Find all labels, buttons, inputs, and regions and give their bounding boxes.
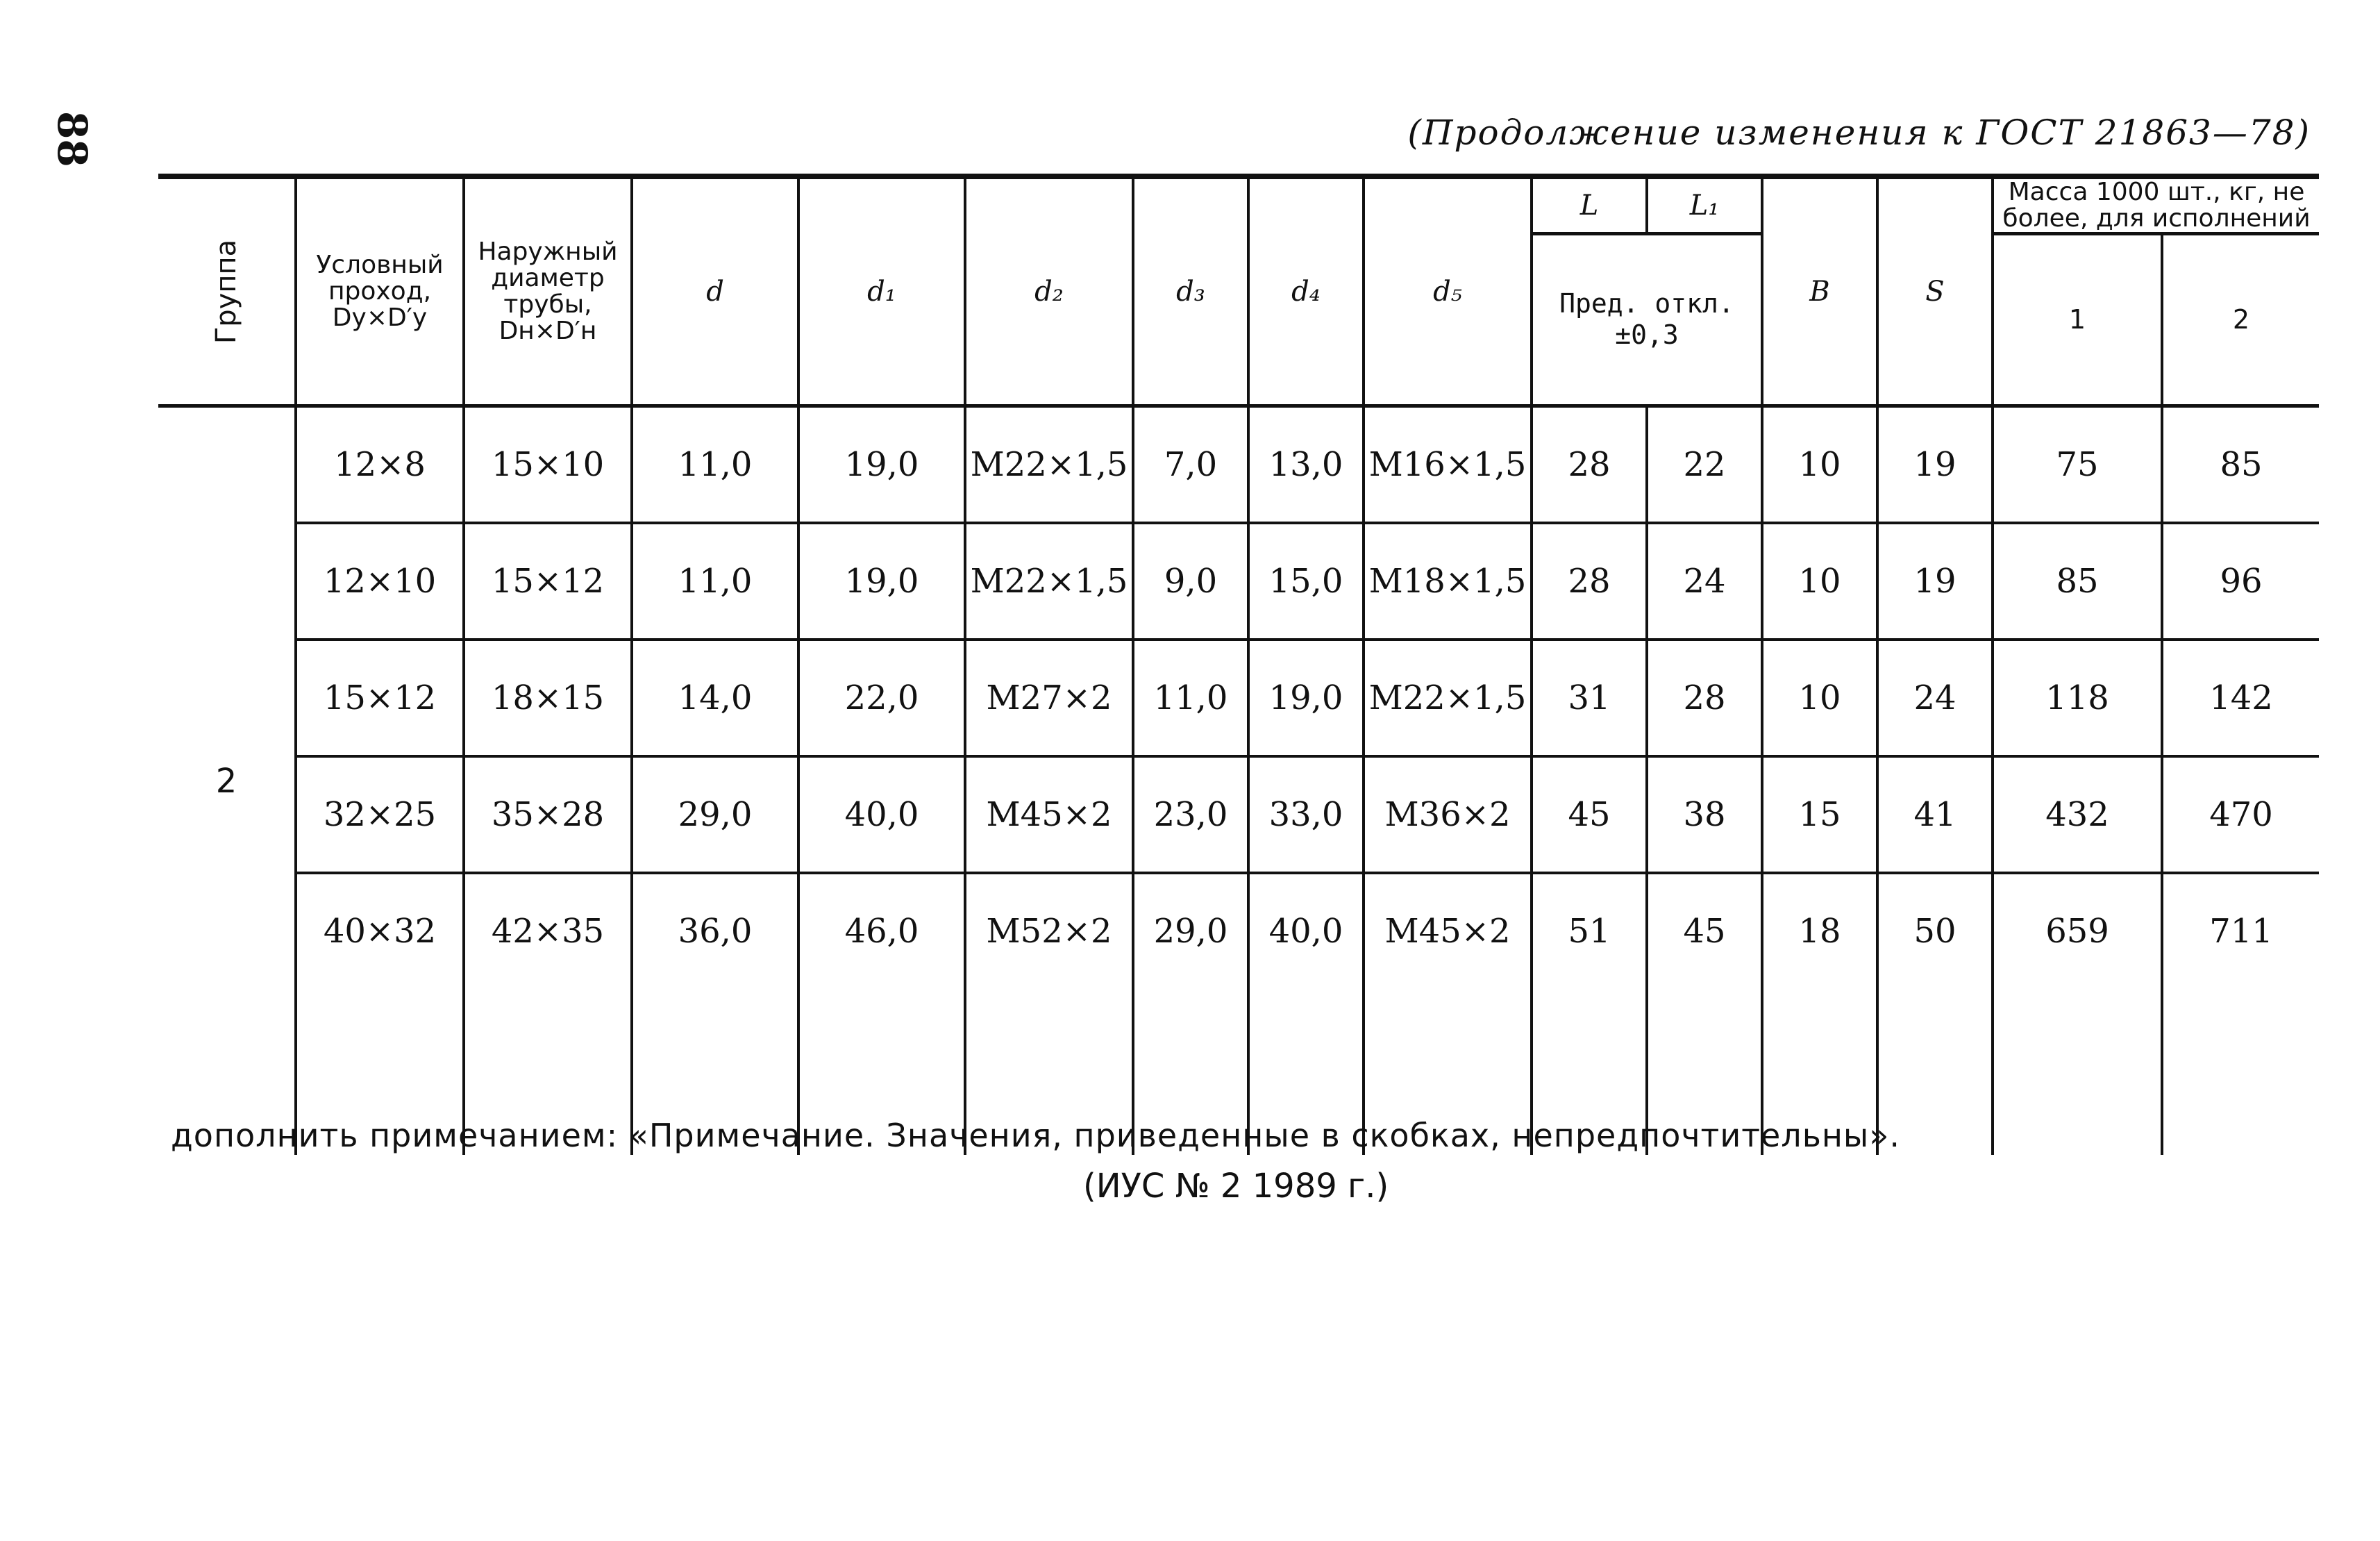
header-L1: L₁ xyxy=(1647,176,1762,233)
cell-outer: 35×28 xyxy=(464,756,632,873)
cell-bore: 32×25 xyxy=(296,756,464,873)
cell-d1: 22,0 xyxy=(798,640,965,756)
cell-outer: 18×15 xyxy=(464,640,632,756)
header-nominal-bore: Условный проход, Dу×D′у xyxy=(296,176,464,406)
header-group-label: Группа xyxy=(210,239,242,344)
cell-d2: M52×2 xyxy=(965,873,1133,988)
cell-L1: 22 xyxy=(1647,406,1762,523)
running-header: (Продолжение изменения к ГОСТ 21863—78) xyxy=(1407,113,2311,153)
cell-S: 50 xyxy=(1877,873,1993,988)
cell-d3: 29,0 xyxy=(1133,873,1248,988)
cell-d3: 7,0 xyxy=(1133,406,1248,523)
cell-outer: 42×35 xyxy=(464,873,632,988)
table-row xyxy=(158,523,2319,640)
cell-L: 28 xyxy=(1532,406,1647,523)
cell-d4: 19,0 xyxy=(1248,640,1364,756)
cell-d2: M22×1,5 xyxy=(965,523,1133,640)
cell-outer: 15×12 xyxy=(464,523,632,640)
cell-outer: 15×10 xyxy=(464,406,632,523)
header-B: B xyxy=(1762,176,1877,406)
cell-d: 11,0 xyxy=(632,406,798,523)
table-row xyxy=(158,756,2319,873)
group-value: 2 xyxy=(215,761,237,801)
page-number: 88 xyxy=(49,111,96,167)
cell-B: 15 xyxy=(1762,756,1877,873)
cell-L: 45 xyxy=(1532,756,1647,873)
cell-d4: 33,0 xyxy=(1248,756,1364,873)
cell-bore: 15×12 xyxy=(296,640,464,756)
cell-L: 28 xyxy=(1532,523,1647,640)
cell-d5: M36×2 xyxy=(1364,756,1532,873)
cell-d2: M27×2 xyxy=(965,640,1133,756)
header-mass-version-2: 2 xyxy=(2162,233,2319,406)
cell-mass-2: 85 xyxy=(2162,406,2319,523)
header-group xyxy=(158,176,296,406)
cell-d: 29,0 xyxy=(632,756,798,873)
header-d: d xyxy=(632,176,798,406)
cell-d4: 13,0 xyxy=(1248,406,1364,523)
cell-d1: 19,0 xyxy=(798,523,965,640)
cell-mass-2: 470 xyxy=(2162,756,2319,873)
header-d5: d₅ xyxy=(1364,176,1532,406)
cell-mass-1: 85 xyxy=(1993,523,2162,640)
cell-d2: M22×1,5 xyxy=(965,406,1133,523)
cell-mass-1: 118 xyxy=(1993,640,2162,756)
cell-B: 18 xyxy=(1762,873,1877,988)
cell-d1: 40,0 xyxy=(798,756,965,873)
source-reference: (ИУС № 2 1989 г.) xyxy=(1083,1167,1389,1206)
cell-d1: 46,0 xyxy=(798,873,965,988)
cell-S: 19 xyxy=(1877,523,1993,640)
cell-bore: 12×8 xyxy=(296,406,464,523)
cell-mass-1: 75 xyxy=(1993,406,2162,523)
cell-mass-1: 659 xyxy=(1993,873,2162,988)
cell-d2: M45×2 xyxy=(965,756,1133,873)
cell-L: 51 xyxy=(1532,873,1647,988)
header-d1: d₁ xyxy=(798,176,965,406)
header-mass: Масса 1000 шт., кг, не более, для исполнений xyxy=(1993,176,2319,233)
cell-B: 10 xyxy=(1762,523,1877,640)
cell-mass-2: 711 xyxy=(2162,873,2319,988)
cell-d3: 11,0 xyxy=(1133,640,1248,756)
header-d4: d₄ xyxy=(1248,176,1364,406)
header-d3: d₃ xyxy=(1133,176,1248,406)
cell-d: 36,0 xyxy=(632,873,798,988)
cell-mass-2: 142 xyxy=(2162,640,2319,756)
header-S: S xyxy=(1877,176,1993,406)
cell-S: 19 xyxy=(1877,406,1993,523)
table-row xyxy=(158,406,2319,523)
cell-d5: M18×1,5 xyxy=(1364,523,1532,640)
cell-d5: M22×1,5 xyxy=(1364,640,1532,756)
cell-d: 11,0 xyxy=(632,523,798,640)
note-text: дополнить примечанием: «Примечание. Значения, приведенные в скобках, непредпочтительны». xyxy=(171,1117,1900,1154)
cell-S: 24 xyxy=(1877,640,1993,756)
header-L: L xyxy=(1532,176,1647,233)
cell-B: 10 xyxy=(1762,640,1877,756)
cell-L1: 45 xyxy=(1647,873,1762,988)
cell-L1: 24 xyxy=(1647,523,1762,640)
cell-d1: 19,0 xyxy=(798,406,965,523)
cell-mass-2: 96 xyxy=(2162,523,2319,640)
cell-L1: 28 xyxy=(1647,640,1762,756)
header-mass-version-1: 1 xyxy=(1993,233,2162,406)
table-row xyxy=(158,640,2319,756)
header-outer-diameter: Наружный диаметр трубы, Dн×D′н xyxy=(464,176,632,406)
header-tolerance: Пред. откл. ±0,3 xyxy=(1532,233,1762,406)
cell-L: 31 xyxy=(1532,640,1647,756)
cell-B: 10 xyxy=(1762,406,1877,523)
cell-d3: 23,0 xyxy=(1133,756,1248,873)
cell-mass-1: 432 xyxy=(1993,756,2162,873)
cell-d5: M45×2 xyxy=(1364,873,1532,988)
dimensions-table xyxy=(158,174,2319,1155)
cell-bore: 40×32 xyxy=(296,873,464,988)
cell-d3: 9,0 xyxy=(1133,523,1248,640)
cell-S: 41 xyxy=(1877,756,1993,873)
header-d2: d₂ xyxy=(965,176,1133,406)
cell-d5: M16×1,5 xyxy=(1364,406,1532,523)
cell-bore: 12×10 xyxy=(296,523,464,640)
cell-d: 14,0 xyxy=(632,640,798,756)
table-row xyxy=(158,873,2319,988)
cell-d4: 15,0 xyxy=(1248,523,1364,640)
cell-d4: 40,0 xyxy=(1248,873,1364,988)
cell-L1: 38 xyxy=(1647,756,1762,873)
